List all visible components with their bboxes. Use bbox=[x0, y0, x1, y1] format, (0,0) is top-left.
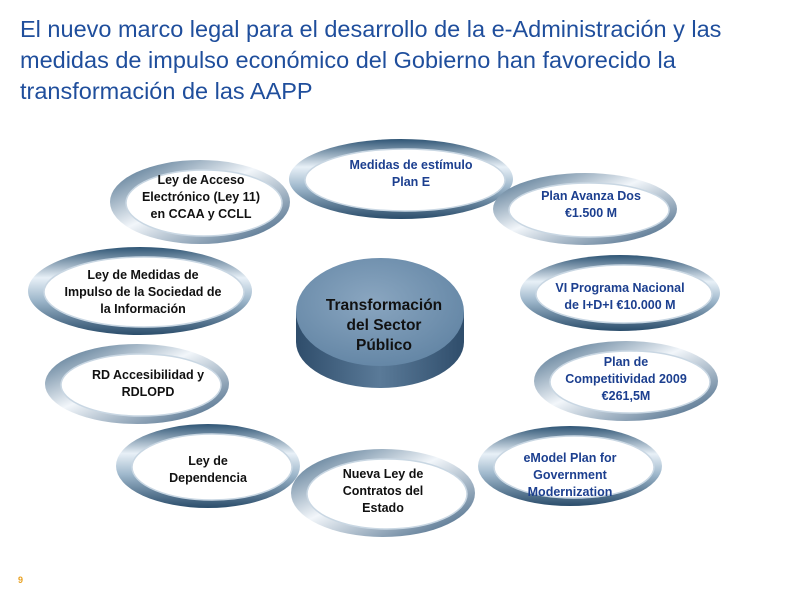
node-label-plan-avanza-dos bbox=[516, 188, 666, 222]
node-label-line: Plan Avanza Dos bbox=[541, 189, 641, 203]
node-label-line: RD Accesibilidad y bbox=[91, 368, 205, 382]
node-label-plan-competitividad bbox=[546, 354, 706, 405]
page-number: 9 bbox=[18, 575, 24, 585]
node-label-ley-dependencia bbox=[136, 453, 280, 487]
node-label-line: Contratos del bbox=[342, 484, 424, 498]
slide-title: El nuevo marco legal para el desarrollo de la e-Administración y las medidas de impulso económico del Gobierno han favorecido la transformación de las AAPP bbox=[20, 16, 722, 104]
node-label-rd-accesibilidad bbox=[68, 367, 228, 401]
node-label-line: Modernization bbox=[527, 485, 613, 499]
node-label-line: de I+D+I €10.000 M bbox=[564, 298, 676, 312]
node-label-line: Ley de Medidas de bbox=[87, 268, 199, 282]
node-label-line: Ley de Acceso bbox=[157, 173, 245, 187]
node-label-ley-medidas-impulso bbox=[48, 267, 238, 318]
node-label-line: RDLOPD bbox=[121, 385, 175, 399]
node-label-nueva-ley-contratos bbox=[310, 466, 456, 517]
node-label-ley-acceso-electronico bbox=[128, 172, 274, 223]
node-label-line: Electrónico (Ley 11) bbox=[141, 190, 261, 204]
node-label-line: Dependencia bbox=[169, 471, 247, 485]
node-label-line: Nueva Ley de bbox=[342, 467, 424, 481]
node-label-line: Plan de bbox=[603, 355, 649, 369]
node-label-line: Medidas de estímulo bbox=[349, 158, 473, 172]
center-label-line: Público bbox=[356, 337, 412, 354]
node-label-emodel-plan bbox=[490, 450, 650, 501]
node-label-line: Impulso de la Sociedad de bbox=[64, 285, 222, 299]
center-label-line: Transformación bbox=[325, 297, 443, 314]
node-label-line: Competitividad 2009 bbox=[565, 372, 687, 386]
node-label-medidas-estimulo bbox=[330, 157, 492, 191]
center-label bbox=[296, 296, 472, 356]
node-label-line: €1.500 M bbox=[564, 206, 618, 220]
node-label-line: Government bbox=[533, 468, 607, 482]
node-label-line: eModel Plan for bbox=[523, 451, 617, 465]
node-label-line: Plan E bbox=[391, 175, 431, 189]
node-label-line: en CCAA y CCLL bbox=[150, 207, 252, 221]
node-label-line: la Información bbox=[100, 302, 186, 316]
node-label-vi-programa-nacional bbox=[534, 280, 706, 314]
node-label-line: Ley de bbox=[188, 454, 228, 468]
node-label-line: Estado bbox=[362, 501, 404, 515]
node-label-line: VI Programa Nacional bbox=[555, 281, 685, 295]
center-label-line: del Sector bbox=[346, 317, 422, 334]
node-label-line: €261,5M bbox=[601, 389, 651, 403]
